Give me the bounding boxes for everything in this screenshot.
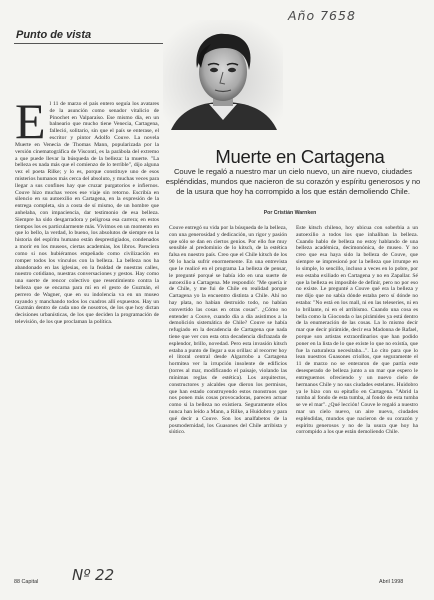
drop-cap: E — [15, 93, 46, 149]
header-divider — [14, 43, 164, 44]
issue-date: Abril 1998 — [379, 579, 404, 585]
handwritten-issue-number: Nº 22 — [72, 566, 115, 584]
column-1-text: l 11 de marzo el país entero seguía los avatares de la asunción como senador vitalicio de Pinochet en Valparaíso. Ese mismo día, en un balneario que mucho tiene Venecia, Cartagena, falleció, solitario, sin que el país se enterase, el escritor y pintor Adolfo Couve. La novela Muerte en Venecia de Thomas Mann, popularizada por la versión cinematográfica de Visconti, es la parábola del extremo a que puede llevar la búsqueda de la belleza: la muerte. "La belleza es nada más que el comienzo de lo terrible", dijo alguna vez el poeta Rilke; y lo es, porque constituye uno de esos misterios humanos más cerca del absoluto, y muchas veces para llegar a sus confines hay que cruzar purgatorios e infiernos. Couve hizo muchas veces ese viaje sin retorno. Escribía en silencio en su autoexilio en Cartagena, en la expresión de la entrega completa, sin a costa de sí mismo, de un hombre que anhelaba, con impaciencia, dar testimonio de esa belleza. Siempre ha sido desgarradora y peligrosa esa carrera; en estos tiempos los es particularmente más. Vivimos en un momento en que lo bello, la verdad, lo bueno, los absolutos de siempre en la historia del espíritu humano están desprestigiados, condenados a morir en los museos, ciertas academias, los libros. Pareciera como si nos hubiéramos empeñado como civilización en romper todos los vínculos con la belleza. La belleza nos ha abandonado en las iglesias, en la fealdad de nuestras calles, nuestro cotidiano, nuestras conversaciones y gestos. Hay como una suerte de rencor colectivo que resentimiento contra la belleza que se encarna para mí en el gesto de Guzmán, el perrero de Wagner, que en su indolencia va en un museo rayando y manchando todos los cuadros allí expuestos. Hay un Guzmán dentro de cada uno de nosotros, de los que hoy dictan decisiones urbanísticas, de los que deciden la programación de televisión, de los que proclaman la política. — [15, 101, 159, 325]
column-3-text: Este kitsch chileno, hoy ubicua con soberbia a un autoexilio a todos los que inhaliban la belleza. Cuando hablo de belleza no estoy hablando de una belleza académica, decimonónica, de museo. Y no creo que esa haya sido la belleza de Couve, que siempre se impresionó por la belleza que irrumpe en lo simple, lo sencillo, incluso a veces en lo pobre, por eso estaba exiliado en Cartagena y no en Zapallar. Sé que la belleza es imposible de definir, pero no por eso no existe. Le pregunté a Couve qué era la belleza y me dijo que no sabía dónde estaba pero sí dónde no estaba: "No está en los mall, ni en las teleseries, ni en lo brillante, ni en el arribismo. Cuando una cosa es bella como la Gioconda o las pirámides ya está dentro de la enumeración de las cosas. La lo mismo decir mar que decir pirámide, decir esa Madonna de Rafael, porque son artistas extraordinarios que han podido poner en la lista de lo que existe lo que no existía, que fue la naturaleza necesitaba...". Lo cito para que lo lean nuestros Guasones criollos, que seguramente el 11 de marzo no se enteraron de que partía este desesperado de belleza junto a un mar que espero le entreguemos ofreciendo y un nuevo cielo de hermanos Chile y no sus ciudades estelares. Huidobro ya le hizo con su epitafio en Cartagena. "Abrid la tumba al fondo de esta tumba, al fondo de esta tumba se ve el mar". ¿Qué lección! Couve le regaló a nuestro mar un cielo nuevo, un aire nuevo, ciudades espléndidas, mundos que nacieron de su corazón y espíritu generosos y no de la usura que hoy ha corrompido a los que están demoliendo Chile. — [296, 225, 418, 436]
column-2-text: Couve entregó su vida por la búsqueda de la belleza, con una generosidad y dedicación, un rigor y pasión que sólo se dan en ciertos genios. Por ello fue muy sensible al predominio de lo kitsch, de la estética falsa en nuestro país. Creo que el Chile kitsch de los 90 lo hacía sufrir enormemente. En una entrevista que le realicé en el programa La belleza de pensar, le pregunté porqué se había ido en una suerte de autoexilio a Cartagena. Me respondió: "Me quería ir de Chile, y me fui de Chile en realidad porque Cartagena yo la encuentro distinta a Chile. Ahí no hay plata, no habían destruido todo, no habían convertido las cosas en otras cosas". ¿Cómo no entender a Couve, cuando día a día asistimos a la demolición sistemática de Chile? Couve se había refugiado en la decadencia de Cartagena que nada tiene que ver con esta otra decadencia disfrazada de esplendor, brillo, novedad. Pero esta invasión kitsch estaba a punto de llegar a sus orillas: al recorrer hoy el litoral central desde Algarrobo a Cartagena hormitea ver la irrupción insolente de edificios (torres al mar, modificando el paisaje, violando las mínimas reglas de estética). Los arquitectos, constructores y alcaldes que dieron los permisos, que han estado construyendo estos monstruos que nos ponen más cosas provocadoras, parecen actuar como si la belleza no existiera. Seguramente ellos nunca han leído a Mann, a Rilke, a Huidobro y para qué decir a Couve. Son los analfabetos de la posmodernidad, los Guasones del Chile arribista y siútico. — [169, 225, 287, 436]
article-deck: Couve le regaló a nuestro mar un cielo nuevo, un aire nuevo, ciudades espléndidas, mundos que nacieron de su corazón y espíritu generosos y no de la usura que hoy ha corrompido a los que están demoliendo Chile. — [165, 167, 421, 196]
body-column-1 — [15, 93, 159, 326]
handwritten-archive-note: Año 7658 — [288, 8, 356, 23]
portrait-image — [163, 20, 283, 130]
body-column-2 — [169, 225, 287, 436]
body-column-3 — [296, 225, 418, 436]
article-title: Muerte en Cartagena — [215, 146, 385, 167]
section-label: Punto de vista — [16, 29, 92, 41]
article-byline: Por Cristián Warnken — [263, 210, 317, 216]
author-photo — [163, 20, 283, 130]
page-folio: 88 Capital — [14, 579, 39, 585]
